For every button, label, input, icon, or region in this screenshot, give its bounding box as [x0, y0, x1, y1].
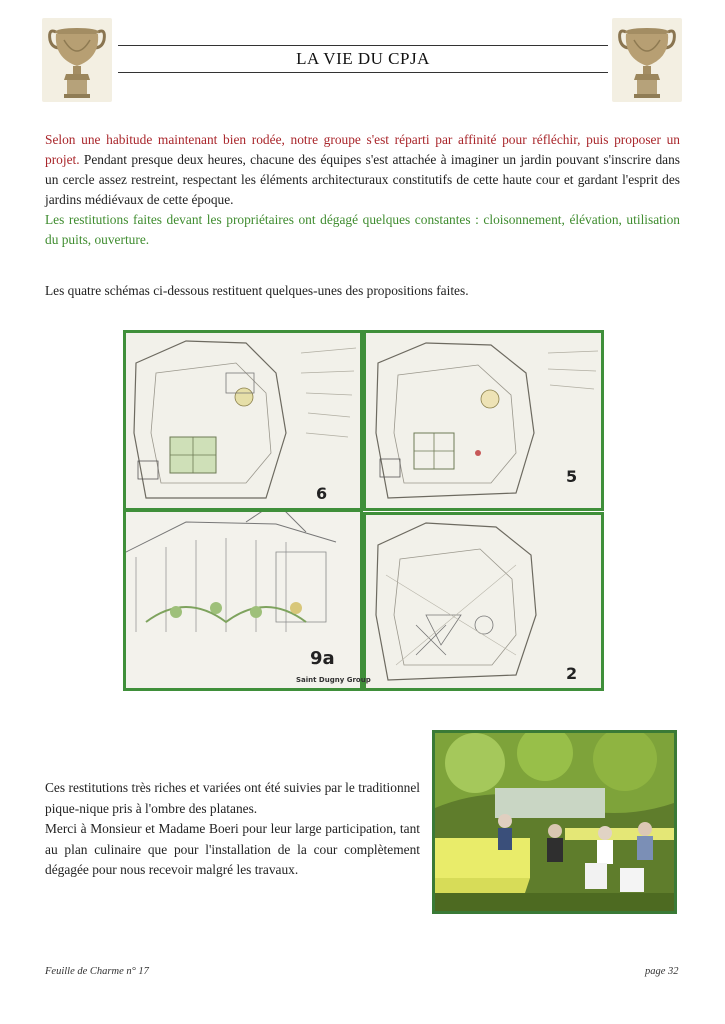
sketch-image: [366, 515, 601, 688]
urn-icon: [612, 18, 682, 102]
urn-icon: [42, 18, 112, 102]
sketch-signature: Saint Dugny Group: [296, 676, 371, 684]
closing-text-1: Ces restitutions très riches et variées ont été suivies par le traditionnel pique-nique pris à l'ombre des platanes.: [45, 780, 420, 816]
sketch-number-9a: 9a: [310, 648, 335, 669]
urn-ornament-left: [42, 18, 112, 102]
closing-text-2: Merci à Monsieur et Madame Boeri pour leur large participation, tant au plan culinaire que pour l'installation de la cour complètement dégagée pour nous recevoir malgré les travaux.: [45, 821, 420, 877]
intro-green-text: Les restitutions faites devant les propriétaires ont dégagé quelques constantes : cloisonnement, élévation, utilisation du puits, ouverture.: [45, 212, 680, 247]
urn-ornament-right: [612, 18, 682, 102]
photo-image: [435, 733, 674, 911]
closing-paragraph: [45, 778, 420, 881]
footer-page-number: page 32: [645, 966, 679, 977]
intro-red-text: Selon une habitude maintenant bien rodée, notre groupe s'est réparti par affinité pour réfléchir, puis proposer un projet.: [45, 132, 680, 167]
page-title: LA VIE DU CPJA: [296, 49, 430, 68]
sketch-number-5: 5: [566, 467, 578, 486]
intro-paragraph: [45, 130, 680, 250]
sketch-image: [126, 333, 360, 508]
sketch-number-6: 6: [316, 484, 328, 503]
picnic-photo: [432, 730, 677, 914]
schemas-caption: Les quatre schémas ci-dessous restituent quelques-unes des propositions faites.: [45, 283, 469, 298]
title-rule-top: [118, 45, 608, 46]
intro-body-text: Pendant presque deux heures, chacune des équipes s'est attachée à imaginer un jardin pouvant s'inscrire dans un cercle assez restreint, respectant les éléments architecturaux constitutifs de cette haute cour et gardant l'esprit des jardins médiévaux de cette époque.: [45, 152, 680, 207]
sketch-number-2: 2: [566, 664, 578, 683]
title-rule-bottom: [118, 72, 608, 73]
footer-publication: Feuille de Charme n° 17: [45, 966, 149, 977]
